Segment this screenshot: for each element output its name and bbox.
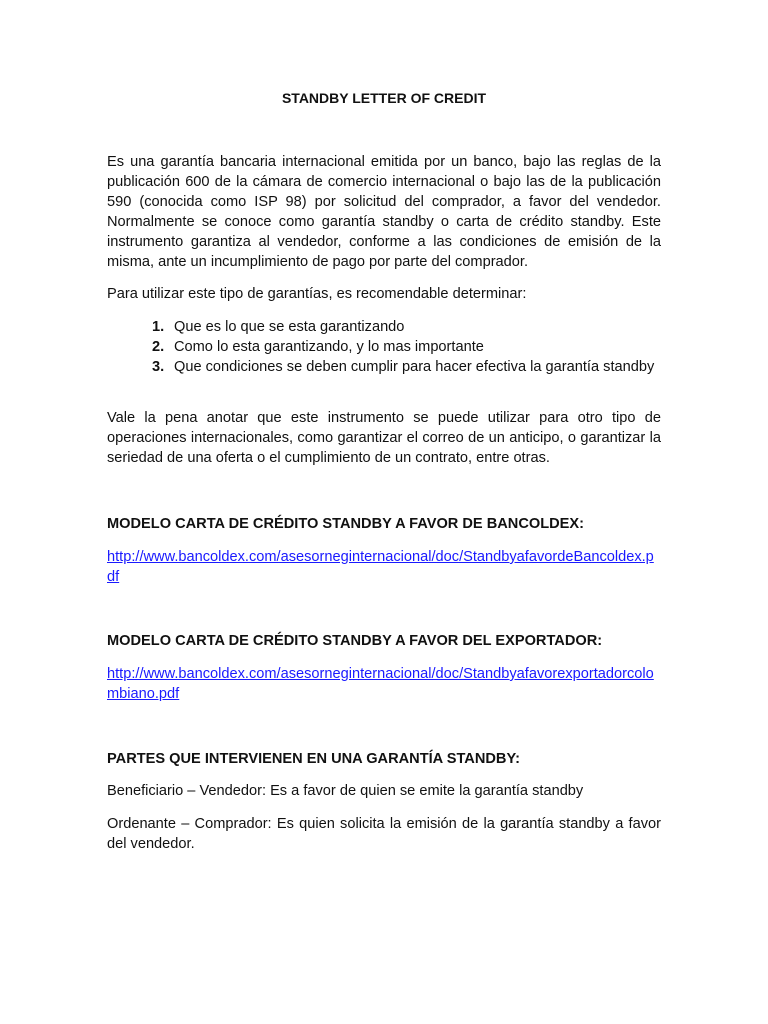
list-item-text: Que es lo que se esta garantizando	[174, 319, 405, 335]
list-item-text: Que condiciones se deben cumplir para hacer efectiva la garantía standby	[174, 359, 655, 375]
bancoldex-link-paragraph	[107, 547, 661, 587]
list-item-number: 1.	[152, 319, 165, 335]
closing-paragraph: Vale la pena anotar que este instrumento se puede utilizar para otro tipo de operaciones internacionales, como garantizar el correo de un anticipo, o garantizar la seriedad de una oferta o el cumplimiento de un contrato, entre otras.	[107, 410, 661, 466]
exportador-heading: MODELO CARTA DE CRÉDITO STANDBY A FAVOR DEL EXPORTADOR:	[107, 633, 603, 649]
requirements-list	[107, 317, 661, 377]
page-title: STANDBY LETTER OF CREDIT	[281, 90, 487, 106]
list-intro-paragraph: Para utilizar este tipo de garantías, es recomendable determinar:	[107, 286, 527, 302]
list-item	[152, 317, 661, 337]
beneficiario-paragraph: Beneficiario – Vendedor: Es a favor de quien se emite la garantía standby	[107, 783, 584, 799]
list-item	[152, 337, 661, 357]
exportador-link-paragraph	[107, 664, 661, 704]
document-page	[107, 0, 661, 1024]
ordenante-paragraph: Ordenante – Comprador: Es quien solicita la emisión de la garantía standby a favor del vendedor.	[107, 816, 661, 852]
intro-paragraph: Es una garantía bancaria internacional emitida por un banco, bajo las reglas de la publicación 600 de la cámara de comercio internacional o bajo las de la publicación 590 (conocida como ISP 98) por solicitud del comprador, a favor del vendedor. Normalmente se conoce como garantía standby o carta de crédito standby. Este instrumento garantiza al vendedor, conforme a las condiciones de emisión de la misma, ante un incumplimiento de pago por parte del comprador.	[107, 154, 661, 270]
list-item-text: Como lo esta garantizando, y lo mas importante	[174, 339, 484, 355]
list-item	[152, 357, 661, 377]
partes-heading: PARTES QUE INTERVIENEN EN UNA GARANTÍA STANDBY:	[107, 751, 520, 767]
list-item-number: 2.	[152, 339, 165, 355]
exportador-model-link[interactable]: http://www.bancoldex.com/asesorneginternacional/doc/Standbyafavorexportadorcolombiano.pdf	[107, 666, 654, 702]
bancoldex-model-link[interactable]: http://www.bancoldex.com/asesorneginternacional/doc/StandbyafavordeBancoldex.pdf	[107, 549, 654, 585]
bancoldex-heading: MODELO CARTA DE CRÉDITO STANDBY A FAVOR DE BANCOLDEX:	[107, 516, 585, 532]
list-item-number: 3.	[152, 359, 165, 375]
